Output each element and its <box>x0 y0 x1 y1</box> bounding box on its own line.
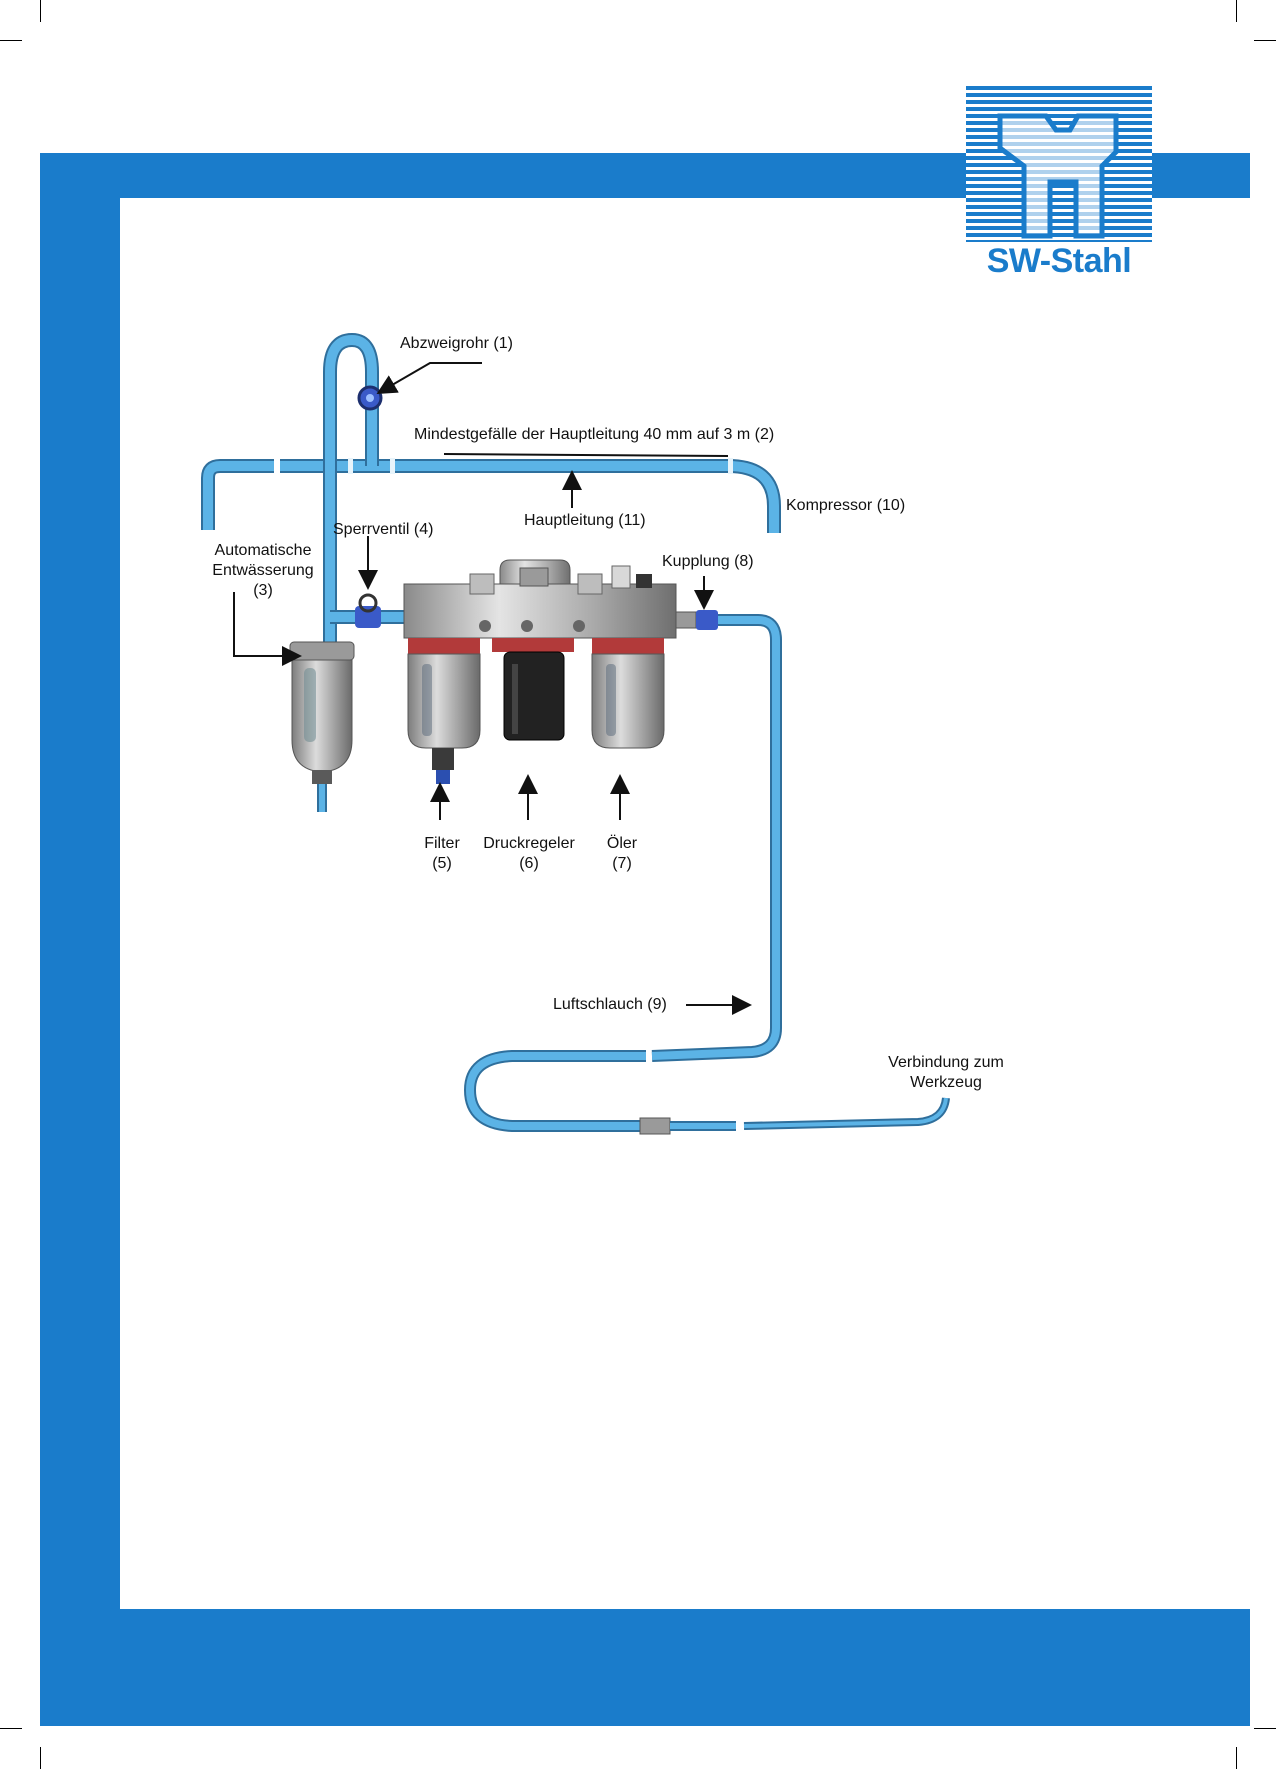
label-filter-text: Filter <box>424 835 460 852</box>
label-filter <box>414 834 470 874</box>
label-main-line: Hauptleitung (11) <box>524 512 646 529</box>
label-regulator <box>474 834 584 874</box>
label-auto-drain-line2: Entwässerung <box>212 562 314 579</box>
label-oiler <box>596 834 648 874</box>
main-line-pipe <box>208 458 774 533</box>
label-air-hose: Luftschlauch (9) <box>553 996 667 1013</box>
label-oiler-num: (7) <box>612 855 632 872</box>
label-regulator-num: (6) <box>519 855 539 872</box>
label-tool-connection-line2: Werkzeug <box>910 1074 982 1091</box>
brand-name: SW-Stahl <box>986 242 1132 280</box>
label-coupling: Kupplung (8) <box>662 553 754 570</box>
label-auto-drain-line1: Automatische <box>214 542 312 559</box>
label-filter-num: (5) <box>432 855 452 872</box>
label-shutoff-valve: Sperrventil (4) <box>333 521 434 538</box>
label-regulator-text: Druckregeler <box>483 835 575 852</box>
label-tool-connection-line1: Verbindung zum <box>888 1054 1004 1071</box>
label-min-slope: Mindestgefälle der Hauptleitung 40 mm auf 3 m (2) <box>414 426 775 443</box>
frl-unit <box>404 560 676 784</box>
auto-drain-unit <box>290 642 354 812</box>
label-tool-connection <box>876 1053 1016 1093</box>
label-compressor: Kompressor (10) <box>786 497 906 514</box>
label-auto-drain <box>208 541 318 601</box>
label-auto-drain-num: (3) <box>253 582 273 599</box>
label-branch-pipe: Abzweigrohr (1) <box>400 335 513 352</box>
label-oiler-text: Öler <box>606 835 638 852</box>
